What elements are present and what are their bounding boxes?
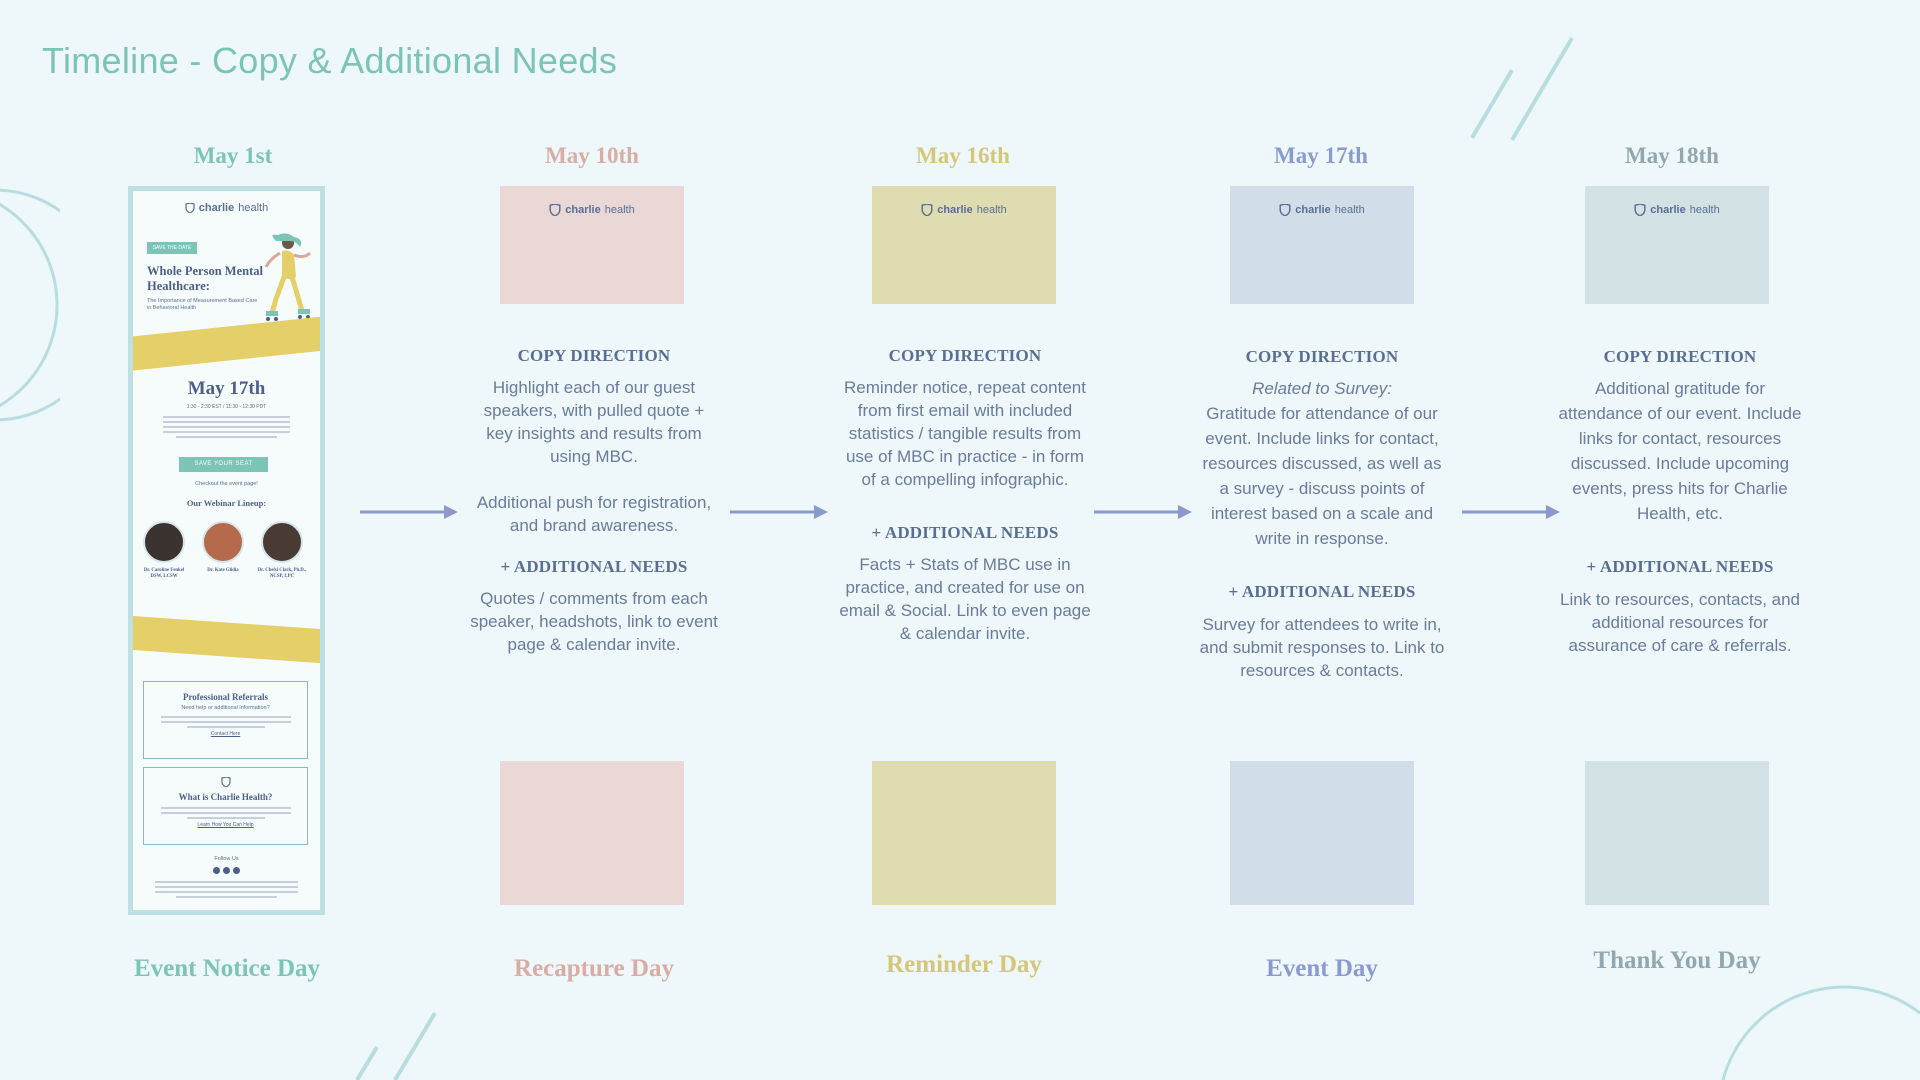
speaker-card: [257, 521, 307, 580]
decor-slashes-top: [1460, 30, 1580, 150]
copy-direction-heading: COPY DIRECTION: [517, 346, 671, 365]
shield-icon: [1634, 204, 1646, 216]
brand-name-light: health: [976, 204, 1007, 216]
copy-column-may-16: [839, 344, 1091, 645]
copy-direction-text: Additional gratitude for attendance of our event. Include links for contact, resources discussed. Include upcoming events, press hits for Charlie Health, etc.: [1558, 379, 1802, 523]
referrals-subtitle: Need help or additional information?: [181, 705, 270, 711]
copy-direction-heading: COPY DIRECTION: [888, 346, 1042, 365]
brand-name-bold: charlie: [937, 204, 973, 216]
page-title: Timeline - Copy & Additional Needs: [42, 40, 618, 81]
reminder-day-label: Reminder Day: [886, 951, 1042, 978]
brand-logo: [549, 203, 634, 217]
additional-needs-text: Facts + Stats of MBC use in practice, and created for use on email & Social. Link to even page & calendar invite.: [839, 555, 1091, 643]
placeholder-block-may-10: [500, 761, 684, 905]
linkedin-icon[interactable]: [233, 867, 240, 874]
contact-link[interactable]: Contact Here: [210, 731, 241, 737]
email-thumb-may-18: [1585, 186, 1769, 304]
brand-name-bold: charlie: [1650, 204, 1686, 216]
brand-name-light: health: [1689, 204, 1720, 216]
shield-icon: [549, 204, 561, 216]
brand-name-light: health: [238, 202, 269, 214]
speaker-card: [198, 521, 248, 574]
avatar: [261, 521, 303, 563]
placeholder-block-may-18: [1585, 761, 1769, 905]
additional-needs-heading: + ADDITIONAL NEEDS: [1228, 582, 1416, 601]
email-time: 1:30 - 2:30 EST / 11:30 - 12:30 PDT: [186, 404, 267, 410]
arrow-right-icon: [1460, 502, 1562, 522]
additional-needs-heading: + ADDITIONAL NEEDS: [1586, 557, 1774, 576]
copy-direction-heading: COPY DIRECTION: [1245, 347, 1399, 366]
date-may-18: May 18th: [1625, 143, 1719, 168]
webinar-lineup-heading: Our Webinar Lineup:: [186, 498, 267, 508]
email-logo: [133, 201, 320, 215]
copy-direction-heading: COPY DIRECTION: [1603, 347, 1757, 366]
date-may-17: May 17th: [1274, 143, 1368, 168]
arrow-right-icon: [358, 502, 460, 522]
email-thumb-may-10: [500, 186, 684, 304]
brand-name-bold: charlie: [1295, 204, 1331, 216]
what-is-box: [143, 767, 308, 845]
shield-icon: [185, 203, 195, 213]
email-footer-text: [155, 881, 298, 898]
email-thumb-may-16: [872, 186, 1056, 304]
email-headline: Whole Person Mental Healthcare:: [147, 264, 263, 293]
decor-circle-bottom-right: [1715, 985, 1920, 1080]
brand-name-bold: charlie: [565, 204, 601, 216]
referrals-box: [143, 681, 308, 759]
decor-slashes-bottom: [345, 1005, 445, 1080]
ruler-band-top: [128, 315, 325, 372]
date-may-16: May 16th: [916, 143, 1010, 168]
brand-name-light: health: [604, 204, 635, 216]
decor-circle-left: [0, 170, 60, 440]
shield-icon: [921, 204, 933, 216]
placeholder-block-may-16: [872, 761, 1056, 905]
event-notice-day-label: Event Notice Day: [133, 955, 321, 982]
thank-you-day-label: Thank You Day: [1593, 947, 1761, 974]
email-body-text: [163, 416, 290, 438]
additional-needs-text: Survey for attendees to write in, and submit responses to. Link to resources & contacts.: [1199, 615, 1445, 680]
shield-icon: [221, 777, 231, 787]
speaker-name: Dr. Caroline Fenkel DSW, LCSW: [143, 568, 185, 579]
avatar: [143, 521, 185, 563]
arrow-right-icon: [728, 502, 830, 522]
follow-us-label: Follow Us: [214, 856, 239, 862]
copy-column-may-10: [469, 344, 719, 656]
email-subhead: The Importance of Measurement Based Care in Behavioral Health: [147, 298, 258, 311]
brand-logo: [921, 203, 1006, 217]
additional-needs-heading: + ADDITIONAL NEEDS: [871, 523, 1059, 542]
email-mockup: [128, 186, 325, 915]
additional-needs-text: Link to resources, contacts, and additional resources for assurance of care & referrals.: [1559, 590, 1801, 655]
event-day-label: Event Day: [1266, 955, 1378, 982]
event-page-link[interactable]: Checkout the event page!: [195, 481, 258, 487]
date-may-1: May 1st: [193, 143, 273, 168]
save-date-badge: SAVE THE DATE: [147, 242, 197, 254]
speaker-card: [139, 521, 189, 580]
additional-needs-heading: + ADDITIONAL NEEDS: [500, 557, 688, 576]
referrals-title: Professional Referrals: [182, 692, 269, 702]
roller-skater-illustration: [260, 233, 316, 323]
copy-direction-text-2: Additional push for registration, and brand awareness.: [476, 493, 712, 535]
arrow-right-icon: [1092, 502, 1194, 522]
learn-link[interactable]: Learn How You Can Help: [197, 822, 254, 828]
additional-needs-text: Quotes / comments from each speaker, headshots, link to event page & calendar invite.: [470, 589, 718, 654]
copy-direction-text: Gratitude for attendance of our event. Include links for contact, resources discussed, as well as a survey - discuss points of interest based on a scale and write in response.: [1202, 404, 1442, 548]
social-icons: [133, 867, 320, 874]
speaker-name: Dr. Kate Glidia: [207, 568, 239, 573]
copy-direction-text: Highlight each of our guest speakers, with pulled quote + key insights and results from using MBC.: [483, 378, 705, 466]
copy-direction-italic: Related to Survey:: [1252, 379, 1392, 398]
shield-icon: [1279, 204, 1291, 216]
brand-logo: [1279, 203, 1364, 217]
date-may-10: May 10th: [545, 143, 639, 168]
ruler-band-bottom: [128, 615, 325, 664]
speaker-name: Dr. Chelsi Clark, Ph.D., NCSP, LPC: [257, 568, 307, 579]
brand-logo: [1634, 203, 1719, 217]
copy-column-may-18: [1555, 344, 1805, 657]
instagram-icon[interactable]: [213, 867, 220, 874]
save-your-seat-button[interactable]: SAVE YOUR SEAT: [179, 457, 268, 472]
copy-column-may-17: [1197, 344, 1447, 682]
placeholder-block-may-17: [1230, 761, 1414, 905]
recapture-day-label: Recapture Day: [514, 955, 674, 982]
avatar: [202, 521, 244, 563]
email-date: May 17th: [187, 378, 266, 399]
copy-direction-text: Reminder notice, repeat content from first email with included statistics / tangible results from use of MBC in practice - in form of a compelling infographic.: [844, 378, 1086, 489]
brand-name-light: health: [1334, 204, 1365, 216]
what-is-title: What is Charlie Health?: [178, 792, 273, 802]
facebook-icon[interactable]: [223, 867, 230, 874]
email-thumb-may-17: [1230, 186, 1414, 304]
brand-name-bold: charlie: [198, 202, 235, 214]
